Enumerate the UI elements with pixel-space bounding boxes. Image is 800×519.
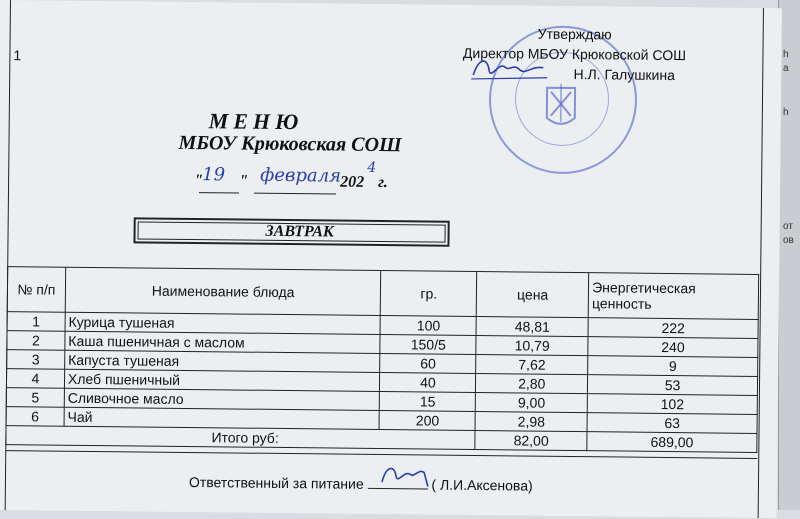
meal-title: ЗАВТРАК [265, 222, 334, 241]
row-price: 48,81 [476, 317, 588, 337]
row-price: 10,79 [476, 336, 588, 356]
director-signature [469, 53, 549, 84]
date-year-suffix: 4 [367, 159, 377, 176]
row-dish: Хлеб пшеничный [64, 369, 380, 391]
row-price: 7,62 [476, 355, 588, 375]
row-energy: 53 [588, 375, 758, 396]
header-grams: гр. [381, 271, 477, 317]
school-name: МБОУ Крюковская СОШ [178, 131, 402, 157]
row-dish: Сливочное масло [64, 388, 380, 410]
row-num: 3 [7, 350, 65, 370]
menu-title: МЕНЮ [208, 108, 304, 135]
row-energy: 222 [588, 318, 758, 339]
date-year-unit: г. [378, 173, 388, 192]
date-year-prefix: 202 [340, 173, 365, 191]
row-dish: Каша пшеничная с маслом [65, 331, 381, 353]
total-label: Итого руб: [6, 426, 476, 450]
total-energy: 689,00 [587, 432, 757, 453]
row-energy: 63 [587, 413, 757, 434]
row-energy: 240 [588, 337, 758, 358]
row-price: 2,98 [475, 412, 587, 432]
adjacent-sheet-edge: h a h от ов [778, 0, 800, 510]
row-price: 2,80 [476, 374, 588, 394]
approval-line2: Директор МБОУ Крюковской СОШ [462, 44, 687, 64]
header-num: № п/п [7, 267, 65, 313]
signature-line [368, 476, 428, 490]
date-month: февраля [260, 164, 342, 187]
row-grams: 15 [380, 391, 476, 411]
menu-table [5, 266, 759, 453]
row-energy: 9 [588, 356, 758, 377]
row-num: 6 [6, 407, 64, 427]
header-price: цена [477, 272, 589, 318]
row-num: 5 [6, 388, 64, 408]
row-dish: Курица тушеная [65, 312, 381, 334]
page-number: 1 [13, 47, 22, 64]
responsible-name: ( Л.И.Аксенова) [431, 476, 533, 494]
table-header-row [7, 267, 758, 320]
header-name: Наименование блюда [65, 267, 381, 315]
header-energy: Энергетическая ценность [588, 273, 758, 320]
total-price: 82,00 [475, 431, 587, 451]
row-grams: 200 [379, 410, 475, 430]
row-energy: 102 [587, 394, 757, 415]
row-price: 9,00 [476, 393, 588, 413]
row-num: 1 [7, 312, 65, 332]
row-grams: 100 [380, 316, 476, 336]
row-dish: Чай [64, 407, 380, 429]
date-close-quote: " [239, 172, 249, 190]
approval-line1: Утверждаю [537, 25, 612, 43]
row-grams: 60 [380, 354, 476, 374]
row-grams: 150/5 [380, 335, 476, 355]
date-day: 19 [202, 164, 226, 186]
meal-title-box [133, 217, 449, 246]
responsible-signature [376, 460, 436, 491]
row-grams: 40 [380, 373, 476, 393]
date-open-quote: " [194, 172, 204, 190]
row-num: 2 [7, 331, 65, 351]
approval-line3: Н.Л. Галушкина [573, 66, 676, 84]
responsible-label: Ответственный за питание [188, 474, 364, 492]
row-dish: Капуста тушеная [65, 350, 381, 372]
row-num: 4 [6, 369, 64, 389]
